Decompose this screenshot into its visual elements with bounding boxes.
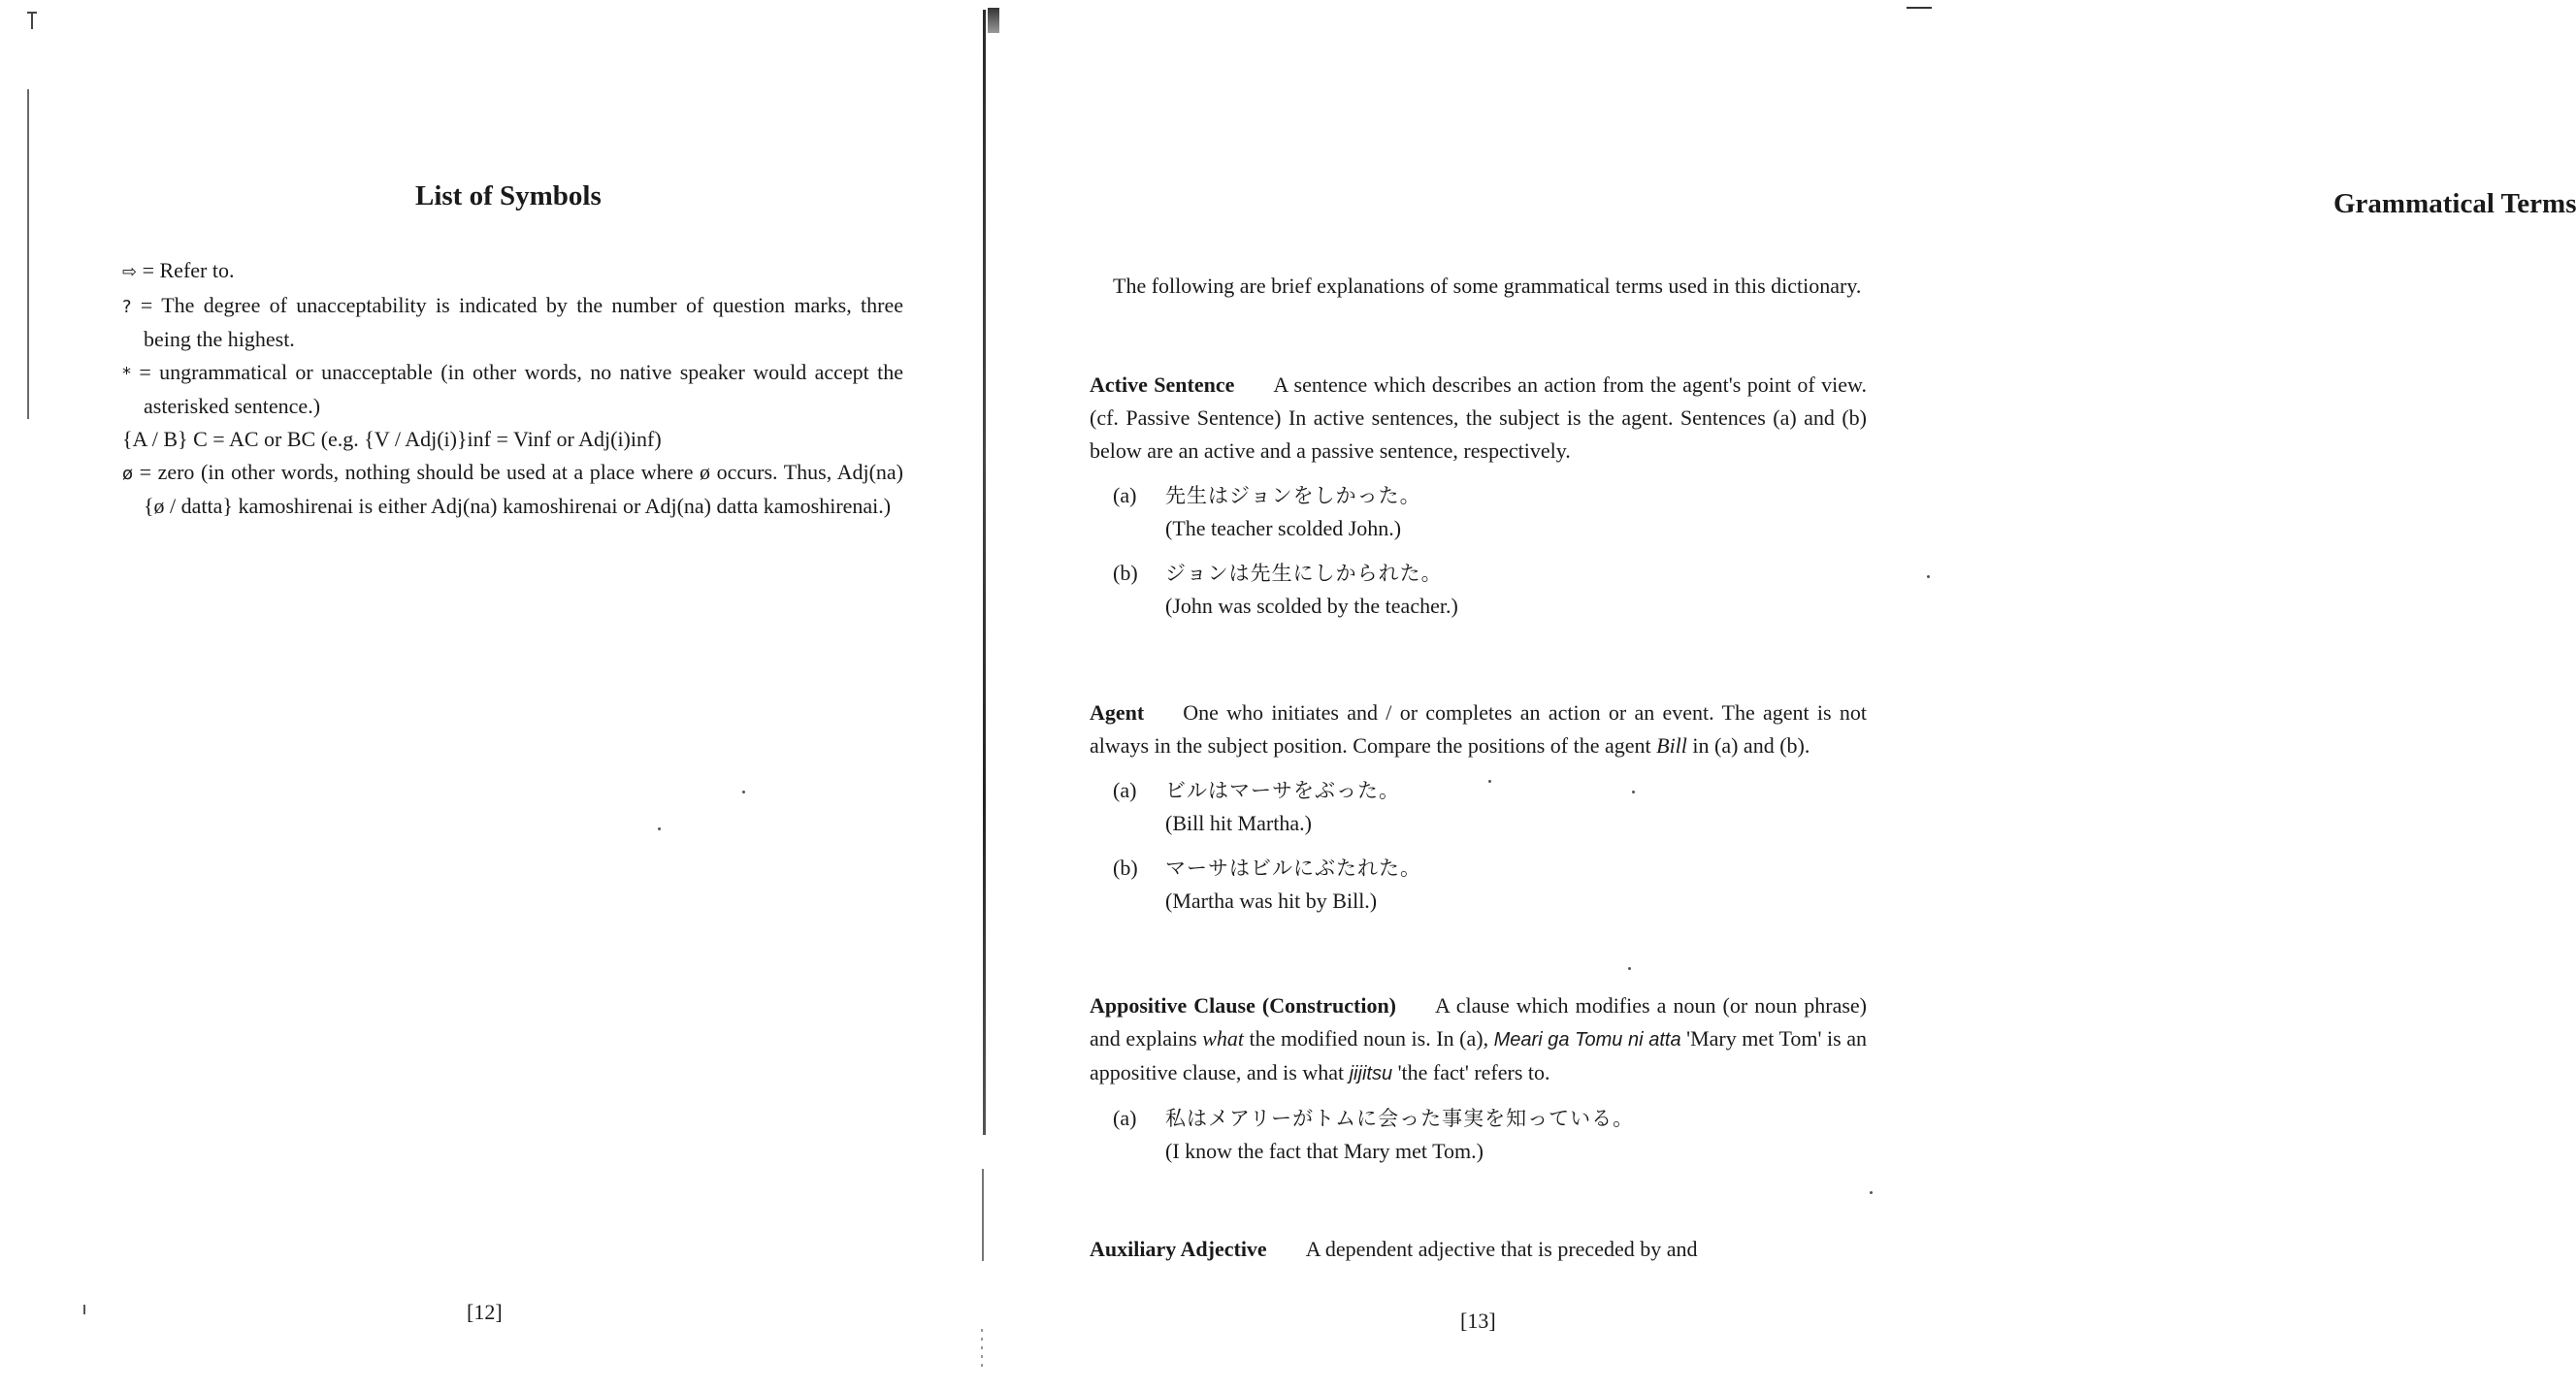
example (1113, 774, 1867, 840)
symbol-item: {A / B} C = AC or BC (e.g. {V / Adj(i)}inf = Vinf or Adj(i)inf) (122, 427, 662, 451)
glossary-entry (1090, 1233, 1867, 1266)
example-translation: (Martha was hit by Bill.) (1165, 889, 1378, 913)
example (1113, 479, 1867, 545)
left-page (0, 0, 983, 1391)
entry-definition: One who initiates and / or completes an action or an event. The agent is not always in the subject position. Compare the positions of the agent (1090, 700, 1867, 758)
glossary-entry (1090, 696, 1867, 918)
book-gutter (983, 10, 986, 1135)
entry-text (1090, 696, 1867, 762)
example-label: (b) (1113, 561, 1138, 585)
entry-text (1090, 1233, 1867, 1266)
glossary-entry (1090, 369, 1867, 623)
example-translation: (Bill hit Martha.) (1165, 811, 1312, 835)
page-title: Grammatical Terms (2333, 188, 2576, 219)
example (1113, 557, 1867, 623)
entry-text: Appositive Clause (Construction) A clause which modifies a noun (or noun phrase) and explains what the modified noun is. In (a), Meari ga Tomu ni atta 'Mary met Tom' is an appositive clause, and is what jijitsu 'the fact' refers to. (1090, 993, 1867, 1084)
entry-term: Appositive Clause (Construction) (1090, 993, 1397, 1018)
intro-paragraph: The following are brief explanations of some grammatical terms used in this dictionary. (1113, 274, 1862, 298)
symbol-lead: ? (122, 297, 132, 317)
entry-text (1090, 369, 1867, 468)
symbol-lead: * (122, 364, 131, 384)
symbol-item: ø = zero (in other words, nothing should be used at a place where ø occurs. Thus, Adj(na) {ø / datta} kamoshirenai is either Adj(na) kamoshirenai or Adj(na) datta kamoshirenai.) (122, 460, 903, 518)
entry-term: Active Sentence (1090, 372, 1235, 397)
symbol-lead: {A / B} C (122, 427, 208, 451)
entry-definition: A dependent adjective that is preceded by and (1305, 1237, 1698, 1261)
entry-definition: in (a) and (b). (1686, 733, 1810, 758)
entry-term: Agent (1090, 700, 1145, 725)
example-label: (a) (1113, 1106, 1137, 1130)
example-translation: (The teacher scolded John.) (1165, 516, 1402, 540)
example (1113, 852, 1867, 918)
refer-arrow-icon: ⇨ (122, 262, 138, 282)
right-page (987, 0, 2576, 1391)
example (1113, 1102, 1867, 1168)
example-label: (a) (1113, 778, 1137, 802)
symbol-list (122, 254, 903, 523)
example-label: (a) (1113, 483, 1137, 507)
page-number: [12] (467, 1300, 503, 1324)
symbol-lead: ø (122, 464, 134, 484)
entry-definition-italic: Bill (1656, 733, 1687, 758)
symbol-item: ? = The degree of unacceptability is indicated by the number of question marks, three being the highest. (122, 293, 903, 351)
example-japanese: 先生はジョンをしかった。 (1165, 484, 1421, 507)
example-translation: (John was scolded by the teacher.) (1165, 594, 1458, 618)
entry-term: Auxiliary Adjective (1090, 1237, 1267, 1261)
symbol-item: ⇨ = Refer to. (122, 258, 235, 282)
example-translation: (I know the fact that Mary met Tom.) (1165, 1139, 1484, 1163)
page-number: [13] (1460, 1309, 1496, 1333)
example-japanese: ビルはマーサをぶった。 (1165, 779, 1400, 802)
entry-definition: A sentence which describes an action from the agent's point of view. (cf. Passive Sentence) In active sentences, the subject is the agent. Sentences (a) and (b) below are an active and a passive sentence, respectively. (1090, 372, 1867, 463)
example-japanese: 私はメアリーがトムに会った事実を知っている。 (1165, 1107, 1635, 1130)
example-japanese: ジョンは先生にしかられた。 (1165, 562, 1443, 585)
symbol-item: * = ungrammatical or unacceptable (in other words, no native speaker would accept the asterisked sentence.) (122, 360, 903, 418)
glossary-entry (1090, 989, 1867, 1168)
page-title: List of Symbols (415, 180, 602, 211)
example-japanese: マーサはビルにぶたれた。 (1165, 857, 1421, 880)
example-label: (b) (1113, 856, 1138, 880)
